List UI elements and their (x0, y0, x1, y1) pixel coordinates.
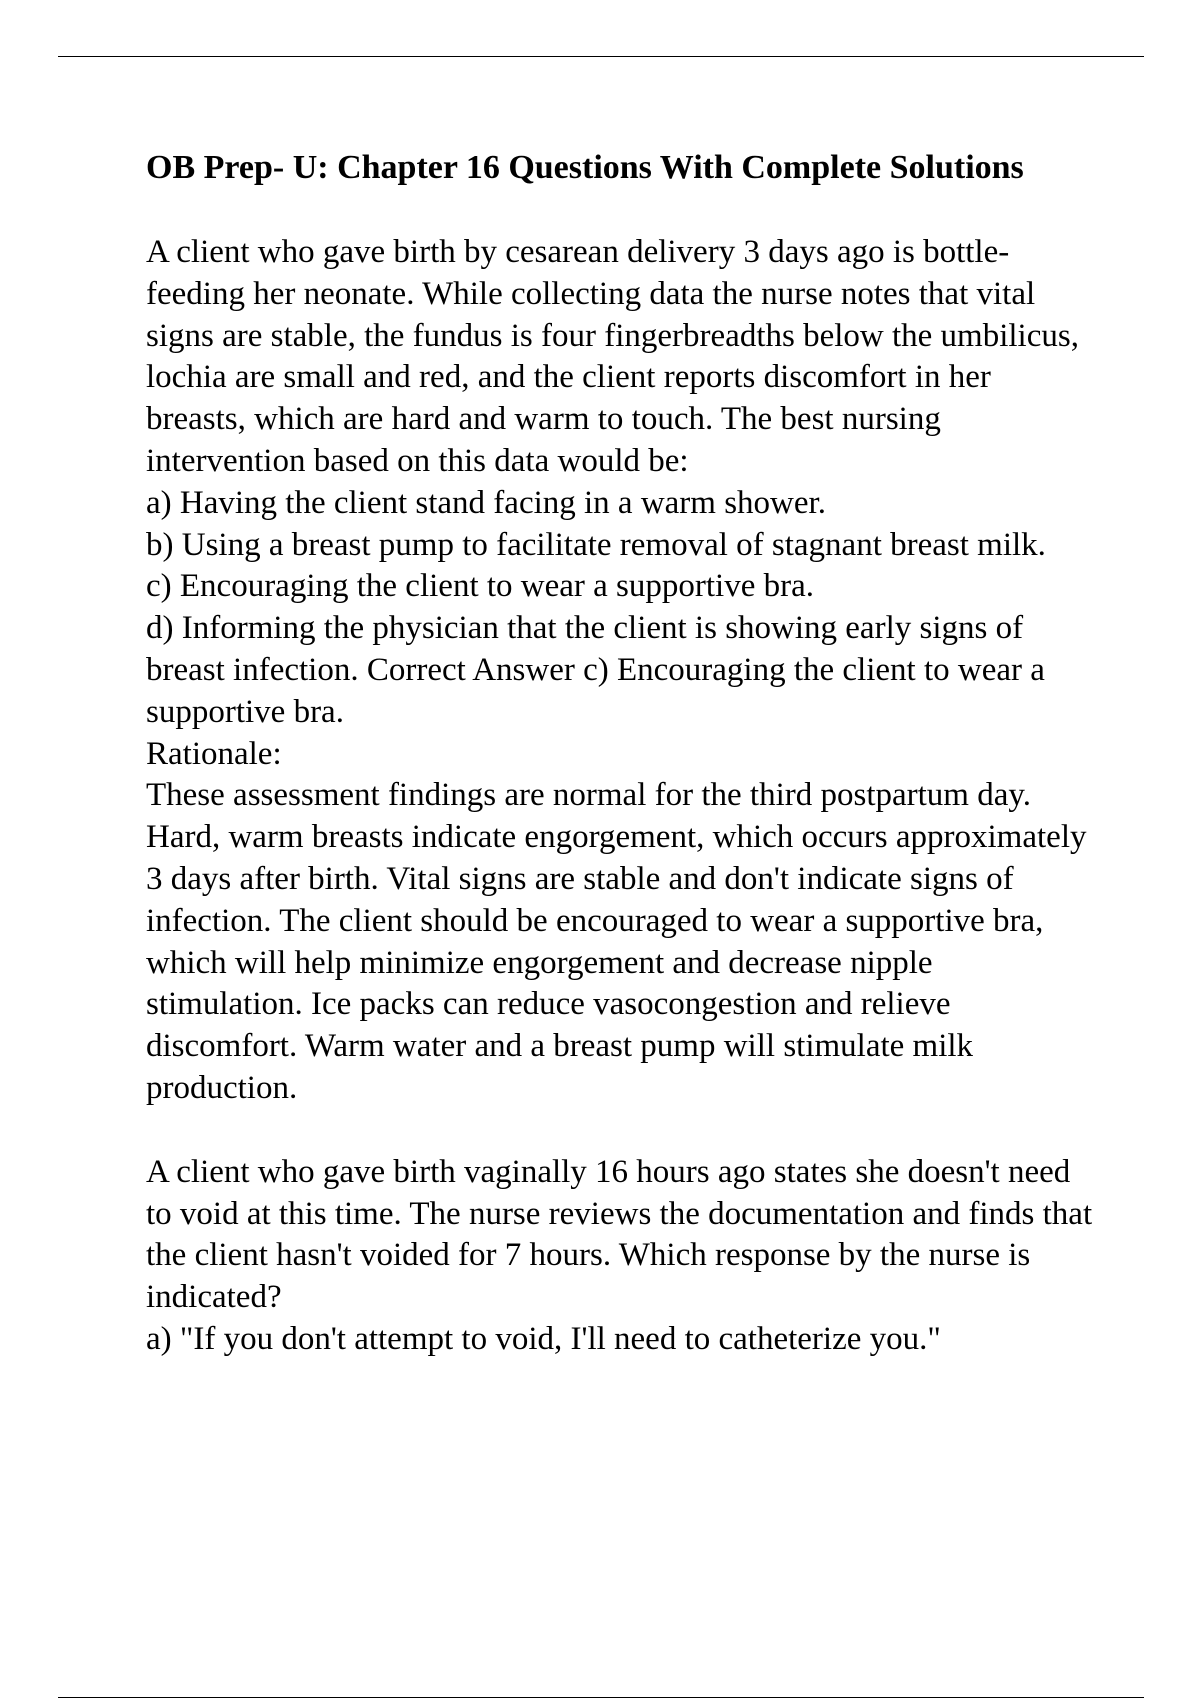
answer-option-a: a) "If you don't attempt to void, I'll need to catheterize you." (146, 1320, 941, 1357)
answer-option-b: b) Using a breast pump to facilitate removal of stagnant breast milk. (146, 526, 1046, 563)
question-stem: A client who gave birth vaginally 16 hours ago states she doesn't need to void at this time. The nurse reviews the documentation and finds that the client hasn't voided for 7 hours. Which response by the nurse is indicated? (146, 1153, 1093, 1316)
question-1 (146, 232, 1096, 1110)
bottom-rule (58, 1697, 1144, 1698)
top-rule (58, 56, 1144, 57)
answer-option-a: a) Having the client stand facing in a warm shower. (146, 484, 826, 521)
document-body (146, 148, 1096, 1361)
rationale-text: These assessment findings are normal for the third postpartum day. Hard, warm breasts indicate engorgement, which occurs approximately 3 days after birth. Vital signs are stable and don't indicate signs of infection. The client should be encouraged to wear a supportive bra, which will help minimize engorgement and decrease nipple stimulation. Ice packs can reduce vasocongestion and relieve discomfort. Warm water and a breast pump will stimulate milk production. (146, 777, 1087, 1106)
question-stem: A client who gave birth by cesarean delivery 3 days ago is bottle-feeding her neonate. While collecting data the nurse notes that vital signs are stable, the fundus is four fingerbreadths below the umbilicus, lochia are small and red, and the client reports discomfort in her breasts, which are hard and warm to touch. The best nursing intervention based on this data would be: (146, 234, 1079, 479)
document-title: OB Prep- U: Chapter 16 Questions With Complete Solutions (146, 149, 1024, 186)
question-2 (146, 1152, 1096, 1361)
answer-option-d: d) Informing the physician that the client is showing early signs of breast infection. Correct Answer c) Encouraging the client to wear a supportive bra. (146, 610, 1045, 730)
answer-option-c: c) Encouraging the client to wear a supportive bra. (146, 568, 814, 605)
rationale-label: Rationale: (146, 735, 282, 772)
